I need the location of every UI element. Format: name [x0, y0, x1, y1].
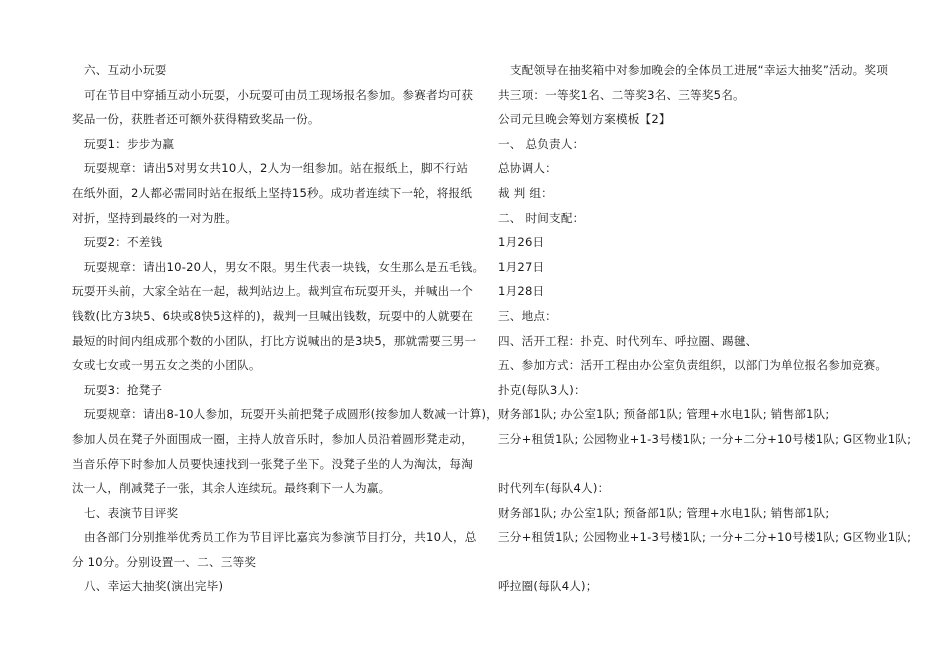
- text-line: 玩耍规章：请出10-20人，男女不限。男生代表一块钱，女生那么是五毛钱。: [84, 259, 485, 274]
- text-line: 参加人员在凳子外面围成一圈，主持人放音乐时，参加人员沿着圆形凳走动，: [72, 431, 473, 446]
- text-line: 公司元旦晚会筹划方案模板【2】: [498, 112, 671, 127]
- text-line: 钱数(比方3块5、6块或8快5这样的)，裁判一旦喊出钱数，玩耍中的人就要在: [72, 308, 474, 323]
- text-line: 玩耍1：步步为赢: [84, 136, 175, 151]
- text-line: 时代列车(每队4人)：: [498, 481, 610, 496]
- text-line: 1月26日: [498, 235, 545, 250]
- text-line: 支配领导在抽奖箱中对参加晚会的全体员工进展“幸运大抽奖”活动。奖项: [510, 63, 889, 77]
- text-line: 七、表演节目评奖: [84, 505, 179, 520]
- text-line: 六、互动小玩耍: [84, 63, 167, 77]
- text-line: 一、 总负责人：: [498, 136, 585, 151]
- text-line: 呼拉圈(每队4人)；: [498, 579, 598, 594]
- text-line: 财务部1队; 办公室1队; 预备部1队; 管理+水电1队; 销售部1队;: [498, 505, 830, 520]
- blank-line: [498, 452, 908, 477]
- text-line: 三、地点：: [498, 308, 557, 323]
- text-line: 玩耍规章：请出8-10人参加，玩耍开头前把凳子成圆形(按参加人数减一计算)，: [84, 407, 498, 422]
- text-line: 三分+租赁1队; 公园物业+1-3号楼1队; 一分+二分+10号楼1队; G区物业1队;: [498, 530, 912, 545]
- text-line: 1月28日: [498, 284, 545, 299]
- text-line: 由各部门分别推举优秀员工作为节目评比嘉宾为参演节目打分，共10人，总: [84, 530, 477, 545]
- text-line: 汰一人，削减凳子一张，其余人连续玩。最终剩下一人为赢。: [72, 481, 391, 496]
- text-line: 玩耍2：不差钱: [84, 235, 163, 250]
- text-line: 三分+租赁1队; 公园物业+1-3号楼1队; 一分+二分+10号楼1队; G区物业1队;: [498, 431, 912, 446]
- text-line: 四、活开工程：扑克、时代列车、呼拉圈、踢毽、: [498, 333, 758, 348]
- text-line: 玩耍规章：请出5对男女共10人，2人为一组参加。站在报纸上，脚不行站: [84, 161, 469, 176]
- text-line: 扑克(每队3人)：: [498, 382, 586, 397]
- text-line: 女或七女或一男五女之类的小团队。: [72, 358, 261, 373]
- text-line: 在纸外面，2人都必需同时站在报纸上坚持15秒。成功者连续下一轮，将报纸: [72, 185, 473, 200]
- text-line: 裁 判 组：: [498, 185, 553, 200]
- text-line: 对折，坚持到最终的一对为胜。: [72, 210, 238, 225]
- text-line: 五、参加方式：活开工程由办公室负责组织，以部门为单位报名参加竞赛。: [498, 358, 888, 373]
- right-column: [498, 58, 912, 599]
- text-line: 总协调人：: [498, 161, 557, 176]
- text-line: 二、 时间支配：: [498, 210, 585, 225]
- text-line: 最短的时间内组成那个数的小团队，打比方说喊出的是3块5，那就需要三男一: [72, 333, 477, 348]
- left-column: [72, 58, 498, 599]
- blank-line: [498, 550, 908, 575]
- text-line: 共三项：一等奖1名、二等奖3名、三等奖5名。: [498, 87, 745, 102]
- text-line: 奖品一份，获胜者还可额外获得精致奖品一份。: [72, 112, 320, 127]
- text-line: 可在节目中穿插互动小玩耍，小玩耍可由员工现场报名参加。参赛者均可获: [84, 87, 474, 102]
- text-line: 玩耍3：抢凳子: [84, 382, 163, 397]
- text-line: 当音乐停下时参加人员要快速找到一张凳子坐下。没凳子坐的人为淘汰，每淘: [72, 456, 473, 471]
- text-line: 玩耍开头前，大家全站在一起，裁判站边上。裁判宣布玩耍开头，并喊出一个: [72, 284, 473, 299]
- text-line: 财务部1队; 办公室1队; 预备部1队; 管理+水电1队; 销售部1队;: [498, 407, 830, 422]
- text-line: 1月27日: [498, 259, 545, 274]
- text-line: 八、幸运大抽奖(演出完毕): [84, 579, 224, 594]
- text-line: 分 10分。分别设置一、二、三等奖: [72, 554, 257, 569]
